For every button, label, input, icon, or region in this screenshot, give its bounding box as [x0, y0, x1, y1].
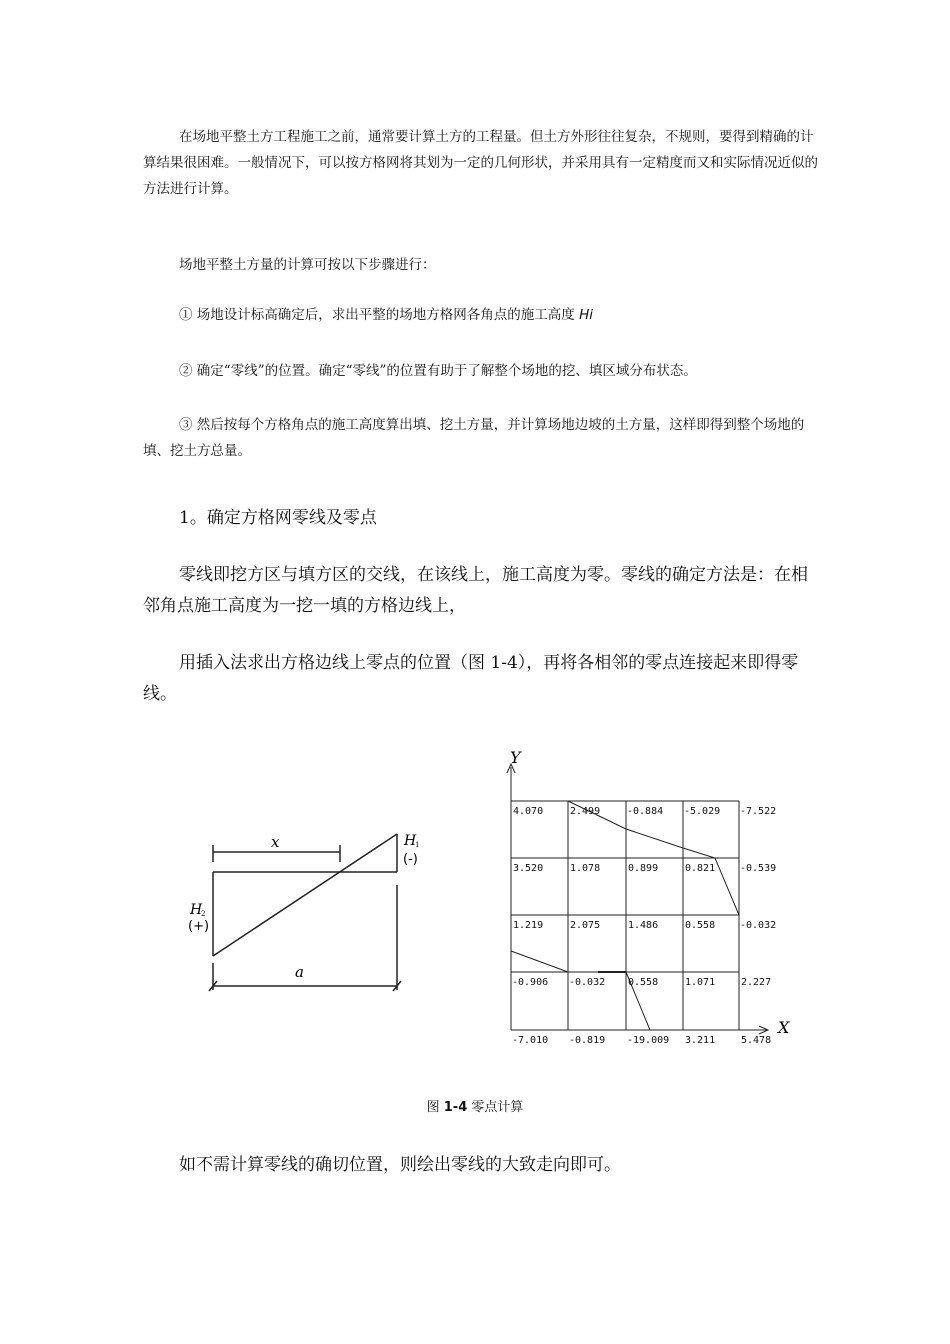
grid-value: 2.499 [570, 806, 601, 817]
zero-line-lower [511, 951, 568, 972]
y-axis-label: Y [510, 748, 521, 767]
zero-line-definition: 零线即挖方区与填方区的交线，在该线上，施工高度为零。零线的确定方法是：在相邻角点施工高度为一挖一填的方格边线上， [143, 565, 808, 616]
grid-value: 0.899 [628, 863, 659, 874]
grid-value: -7.522 [740, 806, 777, 817]
grid-value: 2.075 [570, 920, 601, 931]
x-dimension-label: x [271, 833, 280, 851]
grid-value: -0.032 [569, 977, 606, 988]
grid-value: -0.819 [569, 1035, 606, 1046]
h1-sign: (-) [403, 852, 418, 867]
grid-value: 1.219 [513, 920, 544, 931]
h2-label: H [190, 902, 203, 918]
grid-value: 4.070 [513, 806, 544, 817]
closing-paragraph: 如不需计算零线的确切位置，则绘出零线的大致走向即可。 [179, 1155, 621, 1175]
grid-value: -0.906 [512, 977, 549, 988]
grid-value: 2.227 [741, 977, 772, 988]
step-1-text: ① 场地设计标高确定后，求出平整的场地方格网各角点的施工高度 [179, 307, 575, 323]
grid-value: -19.009 [627, 1035, 670, 1046]
grid-value: -5.029 [684, 806, 721, 817]
step-2: ② 确定“零线”的位置。确定“零线”的位置有助于了解整个场地的挖、填区域分布状态。 [179, 363, 697, 379]
section-heading: 1。确定方格网零线及零点 [179, 508, 377, 528]
h1-subscript: 1 [415, 841, 420, 849]
steps-intro: 场地平整土方量的计算可按以下步骤进行： [179, 257, 436, 273]
grid-value: 3.520 [513, 863, 544, 874]
caption-prefix: 图 [426, 1100, 440, 1115]
grid-value: 0.821 [685, 863, 716, 874]
zero-point-diagram [180, 820, 440, 1010]
zero-line-method: 用插入法求出方格边线上零点的位置（图 1-4），再将各相邻的零点连接起来即得零线。 [143, 653, 799, 704]
intro-paragraph: 在场地平整土方工程施工之前，通常要计算土方的工程量。但土方外形往往复杂，不规则，要得到精确的计算结果很困难。一般情况下，可以按方格网将其划为一定的几何形状，并采用具有一定精度而又和实际情况近似的方法进行计算。 [143, 129, 818, 197]
grid-value: 1.486 [628, 920, 659, 931]
grid-value: 0.558 [628, 977, 659, 988]
h1-label: H [404, 833, 417, 849]
step-1 [143, 302, 823, 328]
figure-caption [0, 1096, 950, 1115]
grid-value: 0.558 [685, 920, 716, 931]
grid-value: 3.211 [685, 1035, 716, 1046]
a-dimension-label: a [295, 963, 304, 981]
step-1-variable: Hi [579, 307, 593, 323]
grid-diagram [500, 745, 800, 1055]
grid-value: -0.032 [740, 920, 777, 931]
h2-sign: (+) [188, 919, 210, 934]
caption-number: 1-4 [443, 1100, 468, 1115]
caption-title: 零点计算 [471, 1100, 524, 1115]
grid-value: 1.071 [685, 977, 716, 988]
grid-value: 5.478 [741, 1035, 772, 1046]
h2-subscript: 2 [201, 910, 206, 918]
grid-value: 1.078 [570, 863, 601, 874]
x-axis-label: X [778, 1018, 790, 1037]
grid-value: -0.539 [740, 863, 777, 874]
step-3: ③ 然后按每个方格角点的施工高度算出填、挖土方量，并计算场地边坡的土方量，这样即得到整个场地的填、挖土方总量。 [143, 417, 805, 459]
grid-value: -0.884 [627, 806, 664, 817]
grid-value: -7.010 [512, 1035, 549, 1046]
